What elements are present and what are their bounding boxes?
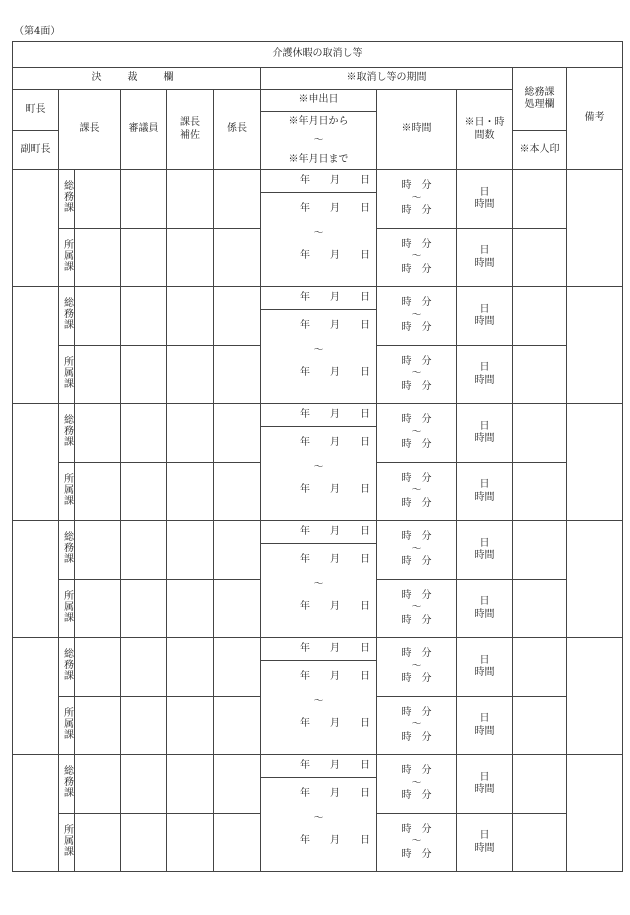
shingiin-seal-cell[interactable] [121, 755, 167, 814]
days-hours-entry-cell[interactable]: 日 時間 [457, 638, 513, 697]
period-range-cell[interactable] [261, 661, 377, 755]
kacho-seal-cell[interactable] [75, 404, 121, 463]
soumu-shori-cell[interactable] [513, 521, 567, 580]
soumu-shori-cell[interactable] [513, 404, 567, 463]
range-separator: ～ [313, 344, 324, 356]
kakaricho-seal-cell[interactable] [214, 755, 261, 814]
kakaricho-seal-cell[interactable] [214, 287, 261, 346]
range-to-date: 年 月 日 [300, 718, 370, 729]
jikan-header: ※時間 [377, 90, 457, 170]
kacho-hosa-seal-cell[interactable] [167, 521, 214, 580]
period-range-cell[interactable] [261, 193, 377, 287]
kacho-seal-cell[interactable] [75, 229, 121, 287]
biko-header: 備考 [567, 68, 623, 170]
moshide-date-cell[interactable]: 年 月 日 [261, 287, 377, 310]
kacho-seal-cell[interactable] [75, 755, 121, 814]
range-from-date: 年 月 日 [300, 671, 370, 682]
soumu-label-cell: 総務課 [59, 755, 75, 814]
time-entry-cell[interactable]: 時 分 ～ 時 分 [377, 170, 457, 229]
chocho-seal-cell[interactable] [13, 170, 59, 287]
from-date-label: ※年月日から [288, 116, 349, 127]
to-date-label: ※年月日まで [288, 154, 349, 165]
biko-cell[interactable] [567, 287, 623, 404]
soumu-shori-cell[interactable] [513, 638, 567, 697]
range-separator: ～ [313, 461, 324, 473]
shingiin-seal-cell[interactable] [121, 638, 167, 697]
chocho-seal-cell[interactable] [13, 521, 59, 638]
range-to-date: 年 月 日 [300, 250, 370, 261]
shingiin-seal-cell[interactable] [121, 229, 167, 287]
days-hours-entry-cell[interactable]: 日 時間 [457, 755, 513, 814]
period-range-cell[interactable] [261, 544, 377, 638]
soumu-label-cell: 総務課 [59, 521, 75, 580]
care-leave-cancellation-form [12, 41, 623, 872]
kacho-hosa-seal-cell[interactable] [167, 404, 214, 463]
time-entry-cell[interactable]: 時 分 ～ 時 分 [377, 229, 457, 287]
honnin-in-cell[interactable] [513, 814, 567, 872]
days-hours-entry-cell[interactable]: 日 時間 [457, 697, 513, 755]
kakaricho-seal-cell[interactable] [214, 463, 261, 521]
kakaricho-seal-cell[interactable] [214, 638, 261, 697]
kacho-hosa-seal-cell[interactable] [167, 287, 214, 346]
shingiin-seal-cell[interactable] [121, 463, 167, 521]
days-hours-entry-cell[interactable]: 日 時間 [457, 229, 513, 287]
soumu-label-cell: 総務課 [59, 170, 75, 229]
soumu-label-cell: 総務課 [59, 287, 75, 346]
moshide-date-cell[interactable]: 年 月 日 [261, 755, 377, 778]
shingiin-seal-cell[interactable] [121, 287, 167, 346]
form-title: 介護休暇の取消し等 [13, 42, 623, 68]
cancel-period-header: ※取消し等の期間 [261, 68, 513, 90]
range-from-date: 年 月 日 [300, 203, 370, 214]
shingiin-seal-cell[interactable] [121, 521, 167, 580]
kakaricho-seal-cell[interactable] [214, 346, 261, 404]
kacho-seal-cell[interactable] [75, 521, 121, 580]
soumu-shori-header: 総務課 処理欄 [513, 68, 567, 131]
kakaricho-seal-cell[interactable] [214, 580, 261, 638]
days-hours-entry-cell[interactable]: 日 時間 [457, 404, 513, 463]
time-entry-cell[interactable]: 時 分 ～ 時 分 [377, 814, 457, 872]
range-separator: ～ [313, 227, 324, 239]
honnin-in-cell[interactable] [513, 463, 567, 521]
shingiin-seal-cell[interactable] [121, 170, 167, 229]
shozoku-label-cell: 所属課 [59, 697, 75, 755]
biko-cell[interactable] [567, 521, 623, 638]
honnin-in-cell[interactable] [513, 697, 567, 755]
tilde-label: ～ [313, 135, 324, 146]
shingiin-seal-cell[interactable] [121, 580, 167, 638]
kacho-seal-cell[interactable] [75, 346, 121, 404]
moshide-date-cell[interactable]: 年 月 日 [261, 521, 377, 544]
biko-cell[interactable] [567, 638, 623, 755]
days-hours-entry-cell[interactable]: 日 時間 [457, 463, 513, 521]
range-from-date: 年 月 日 [300, 788, 370, 799]
shingiin-seal-cell[interactable] [121, 814, 167, 872]
page-label: （第4面） [14, 26, 61, 37]
period-range-cell[interactable] [261, 427, 377, 521]
kacho-hosa-seal-cell[interactable] [167, 346, 214, 404]
time-entry-cell[interactable]: 時 分 ～ 時 分 [377, 580, 457, 638]
honnin-in-cell[interactable] [513, 346, 567, 404]
range-to-date: 年 月 日 [300, 367, 370, 378]
shozoku-label-cell: 所属課 [59, 463, 75, 521]
moshide-date-cell[interactable]: 年 月 日 [261, 404, 377, 427]
period-range-cell[interactable] [261, 310, 377, 404]
kacho-seal-cell[interactable] [75, 287, 121, 346]
kacho-hosa-seal-cell[interactable] [167, 755, 214, 814]
kessai-header: 決 裁 欄 [13, 68, 261, 90]
time-entry-cell[interactable]: 時 分 ～ 時 分 [377, 521, 457, 580]
biko-cell[interactable] [567, 404, 623, 521]
chocho-seal-cell[interactable] [13, 755, 59, 872]
kacho-header: 課長 [59, 90, 121, 170]
kacho-hosa-header: 課長 補佐 [167, 90, 214, 170]
kacho-seal-cell[interactable] [75, 697, 121, 755]
kacho-hosa-seal-cell[interactable] [167, 229, 214, 287]
range-separator: ～ [313, 812, 324, 824]
shozoku-label-cell: 所属課 [59, 580, 75, 638]
range-separator: ～ [313, 695, 324, 707]
kacho-hosa-seal-cell[interactable] [167, 638, 214, 697]
kakaricho-seal-cell[interactable] [214, 170, 261, 229]
time-entry-cell[interactable]: 時 分 ～ 時 分 [377, 697, 457, 755]
kakaricho-header: 係長 [214, 90, 261, 170]
biko-cell[interactable] [567, 170, 623, 287]
shozoku-label-cell: 所属課 [59, 229, 75, 287]
kacho-hosa-seal-cell[interactable] [167, 580, 214, 638]
kacho-seal-cell[interactable] [75, 814, 121, 872]
range-to-date: 年 月 日 [300, 484, 370, 495]
kacho-hosa-seal-cell[interactable] [167, 697, 214, 755]
kakaricho-seal-cell[interactable] [214, 697, 261, 755]
shozoku-label-cell: 所属課 [59, 346, 75, 404]
soumu-shori-cell[interactable] [513, 287, 567, 346]
kacho-seal-cell[interactable] [75, 463, 121, 521]
soumu-shori-cell[interactable] [513, 755, 567, 814]
biko-cell[interactable] [567, 755, 623, 872]
time-entry-cell[interactable]: 時 分 ～ 時 分 [377, 463, 457, 521]
range-separator: ～ [313, 578, 324, 590]
kacho-seal-cell[interactable] [75, 580, 121, 638]
range-to-date: 年 月 日 [300, 601, 370, 612]
shingiin-seal-cell[interactable] [121, 404, 167, 463]
chocho-seal-cell[interactable] [13, 287, 59, 404]
days-hours-entry-cell[interactable]: 日 時間 [457, 346, 513, 404]
kacho-hosa-seal-cell[interactable] [167, 814, 214, 872]
days-hours-header: ※日・時 間数 [457, 90, 513, 170]
time-entry-cell[interactable]: 時 分 ～ 時 分 [377, 346, 457, 404]
fukuchocho-header: 副町長 [13, 131, 59, 170]
soumu-shori-cell[interactable] [513, 170, 567, 229]
kacho-seal-cell[interactable] [75, 638, 121, 697]
days-hours-entry-cell[interactable]: 日 時間 [457, 287, 513, 346]
period-range-header [261, 112, 377, 170]
shingiin-seal-cell[interactable] [121, 697, 167, 755]
time-entry-cell[interactable]: 時 分 ～ 時 分 [377, 287, 457, 346]
honnin-in-header: ※本人印 [513, 131, 567, 170]
time-entry-cell[interactable]: 時 分 ～ 時 分 [377, 404, 457, 463]
chocho-seal-cell[interactable] [13, 404, 59, 521]
soumu-label-cell: 総務課 [59, 638, 75, 697]
range-from-date: 年 月 日 [300, 320, 370, 331]
moshide-date-cell[interactable]: 年 月 日 [261, 170, 377, 193]
kacho-seal-cell[interactable] [75, 170, 121, 229]
honnin-in-cell[interactable] [513, 580, 567, 638]
shingiin-header: 審議員 [121, 90, 167, 170]
days-hours-entry-cell[interactable]: 日 時間 [457, 170, 513, 229]
days-hours-entry-cell[interactable]: 日 時間 [457, 580, 513, 638]
moshide-bi-header: ※申出日 [261, 90, 377, 112]
honnin-in-cell[interactable] [513, 229, 567, 287]
days-hours-entry-cell[interactable]: 日 時間 [457, 814, 513, 872]
shozoku-label-cell: 所属課 [59, 814, 75, 872]
kacho-hosa-seal-cell[interactable] [167, 170, 214, 229]
kakaricho-seal-cell[interactable] [214, 229, 261, 287]
time-entry-cell[interactable]: 時 分 ～ 時 分 [377, 755, 457, 814]
soumu-label-cell: 総務課 [59, 404, 75, 463]
chocho-header: 町長 [13, 90, 59, 131]
kakaricho-seal-cell[interactable] [214, 404, 261, 463]
range-to-date: 年 月 日 [300, 835, 370, 846]
period-range-cell[interactable] [261, 778, 377, 872]
time-entry-cell[interactable]: 時 分 ～ 時 分 [377, 638, 457, 697]
range-from-date: 年 月 日 [300, 437, 370, 448]
chocho-seal-cell[interactable] [13, 638, 59, 755]
shingiin-seal-cell[interactable] [121, 346, 167, 404]
range-from-date: 年 月 日 [300, 554, 370, 565]
kacho-hosa-seal-cell[interactable] [167, 463, 214, 521]
moshide-date-cell[interactable]: 年 月 日 [261, 638, 377, 661]
kakaricho-seal-cell[interactable] [214, 521, 261, 580]
kakaricho-seal-cell[interactable] [214, 814, 261, 872]
days-hours-entry-cell[interactable]: 日 時間 [457, 521, 513, 580]
